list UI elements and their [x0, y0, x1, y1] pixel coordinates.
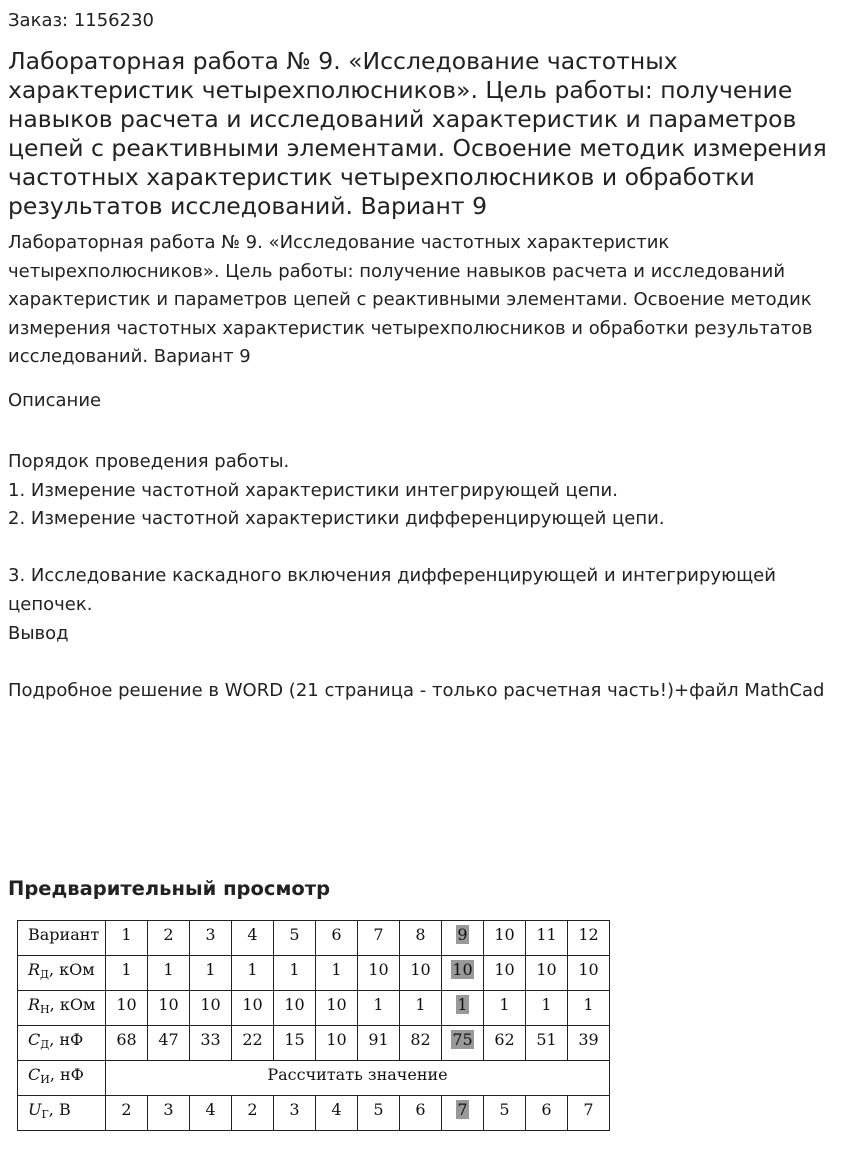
row-header-rd: $R_Д$, кОм [18, 956, 106, 991]
table-cell [484, 991, 526, 1026]
cell-value: 1 [583, 995, 594, 1014]
table-cell [106, 921, 148, 956]
table-cell [358, 1026, 400, 1061]
cell-value: 1 [163, 960, 174, 979]
table-cell [484, 921, 526, 956]
table-cell [232, 956, 274, 991]
table-cell [274, 956, 316, 991]
table-row [18, 956, 610, 991]
table-cell [526, 991, 568, 1026]
cell-value: 5 [373, 1100, 384, 1119]
cell-value: 1 [289, 960, 300, 979]
blank-line [8, 534, 838, 563]
row-header-cd: $C_Д$, нФ [18, 1026, 106, 1061]
cell-value: 1 [541, 995, 552, 1014]
table-cell [148, 921, 190, 956]
cell-value: 4 [247, 925, 258, 944]
cell-value: 10 [536, 960, 557, 979]
table-cell [190, 1026, 232, 1061]
cell-value: 3 [289, 1100, 300, 1119]
cell-value: 10 [452, 960, 473, 979]
table-cell [526, 956, 568, 991]
table-cell [358, 921, 400, 956]
table-cell [526, 1026, 568, 1061]
preview-title: Предварительный просмотр [8, 877, 331, 900]
cell-value: 39 [578, 1030, 599, 1049]
cell-value: 1 [415, 995, 426, 1014]
table-cell [190, 1096, 232, 1131]
cell-value: 1 [121, 960, 132, 979]
table-cell [190, 991, 232, 1026]
procedure-conclusion: Вывод [8, 622, 69, 644]
table-cell [400, 956, 442, 991]
cell-value: 11 [536, 925, 557, 944]
table-row [18, 1026, 610, 1061]
procedure-step-3: 3. Исследование каскадного включения дифференцирующей и интегрирующей цепочек. [8, 565, 776, 615]
procedure-heading: Порядок проведения работы. [8, 451, 290, 472]
table-cell [358, 991, 400, 1026]
cell-value: 5 [499, 1100, 510, 1119]
table-cell [400, 991, 442, 1026]
table-cell [358, 956, 400, 991]
table-cell [358, 1096, 400, 1131]
table-cell [232, 991, 274, 1026]
cell-value: 33 [200, 1030, 221, 1049]
table-row [18, 991, 610, 1026]
cell-value: 82 [410, 1030, 431, 1049]
table-cell [274, 1026, 316, 1061]
table-cell [400, 921, 442, 956]
table-cell [106, 991, 148, 1026]
table-cell [232, 1026, 274, 1061]
cell-value: 6 [541, 1100, 552, 1119]
cell-value: 10 [410, 960, 431, 979]
table-row [18, 1096, 610, 1131]
table-cell [274, 991, 316, 1026]
procedure-step-1: 1. Измерение частотной характеристики интегрирующей цепи. [8, 479, 618, 501]
cell-value: 10 [494, 960, 515, 979]
table-cell [484, 1096, 526, 1131]
table-row [18, 921, 610, 956]
cell-value: 10 [242, 995, 263, 1014]
table-cell [442, 1096, 484, 1131]
table-cell [148, 1026, 190, 1061]
cell-value: 2 [121, 1100, 132, 1119]
table-cell [274, 1096, 316, 1131]
cell-value: 10 [494, 925, 515, 944]
table-cell [316, 1096, 358, 1131]
procedure-block [8, 448, 838, 705]
cell-value: 3 [163, 1100, 174, 1119]
work-summary: Лабораторная работа № 9. «Исследование частотных характеристик четырехполюсников». Цель работы: получение навыков расчета и исследований характеристик и параметров цепей с реактивными элементами. Освоение методик измерения частотных характеристик четырехполюсников и обработки результатов исследований. Вариант 9 [8, 232, 813, 368]
cell-value: 47 [158, 1030, 179, 1049]
cell-value: 1 [121, 925, 132, 944]
cell-value: 15 [284, 1030, 305, 1049]
cell-value: 75 [452, 1030, 473, 1049]
row-header-ug: $U_Г$, В [18, 1096, 106, 1131]
table-cell [484, 956, 526, 991]
table-cell [316, 956, 358, 991]
table-cell [106, 1096, 148, 1131]
cell-value: 10 [326, 1030, 347, 1049]
cell-value: 10 [368, 960, 389, 979]
table-cell [274, 921, 316, 956]
cell-value: 6 [415, 1100, 426, 1119]
page-title: Лабораторная работа № 9. «Исследование частотных характеристик четырехполюсников». Цель работы: получение навыков расчета и исследований характеристик и параметров цепей с реактивными элементами. Освоение методик измерения частотных характеристик четырехполюсников и обработки результатов исследований. Вариант 9 [8, 47, 827, 220]
table-cell [106, 1026, 148, 1061]
solution-note: Подробное решение в WORD (21 страница - только расчетная часть!)+файл MathCad [8, 679, 825, 701]
table-cell [442, 991, 484, 1026]
cell-value: 10 [284, 995, 305, 1014]
cell-value: 7 [373, 925, 384, 944]
cell-value: 1 [205, 960, 216, 979]
description-label: Описание [8, 390, 102, 411]
row-header-ci: $C_И$, нФ [18, 1061, 106, 1096]
table-cell [148, 991, 190, 1026]
table-cell [316, 991, 358, 1026]
cell-value: 10 [200, 995, 221, 1014]
table-cell [190, 921, 232, 956]
cell-value: 1 [499, 995, 510, 1014]
procedure-step-2: 2. Измерение частотной характеристики дифференцирующей цепи. [8, 508, 665, 530]
row-header-variant: Вариант [18, 921, 106, 956]
cell-value: 2 [163, 925, 174, 944]
table-cell [190, 956, 232, 991]
table-cell [568, 991, 610, 1026]
cell-value: 4 [331, 1100, 342, 1119]
parameters-table [17, 920, 610, 1131]
table-cell [442, 921, 484, 956]
cell-value: 1 [247, 960, 258, 979]
cell-value: 8 [415, 925, 426, 944]
calculate-value-cell: Рассчитать значение [106, 1061, 610, 1096]
table-cell [148, 1096, 190, 1131]
cell-value: 6 [331, 925, 342, 944]
table-cell [106, 956, 148, 991]
table-cell [316, 1026, 358, 1061]
row-header-rn: $R_Н$, кОм [18, 991, 106, 1026]
cell-value: 68 [116, 1030, 137, 1049]
cell-value: 5 [289, 925, 300, 944]
cell-value: 62 [494, 1030, 515, 1049]
cell-value: 51 [536, 1030, 557, 1049]
cell-value: 3 [205, 925, 216, 944]
cell-value: 10 [326, 995, 347, 1014]
table-cell [232, 921, 274, 956]
cell-value: 7 [583, 1100, 594, 1119]
table-cell [400, 1096, 442, 1131]
cell-value: 9 [457, 925, 468, 944]
blank-line [8, 648, 838, 677]
table-cell [232, 1096, 274, 1131]
table-cell [442, 1026, 484, 1061]
cell-value: 1 [331, 960, 342, 979]
table-cell [148, 956, 190, 991]
order-number: Заказ: 1156230 [8, 10, 154, 31]
cell-value: 1 [373, 995, 384, 1014]
cell-value: 10 [578, 960, 599, 979]
cell-value: 10 [158, 995, 179, 1014]
cell-value: 2 [247, 1100, 258, 1119]
cell-value: 1 [457, 995, 468, 1014]
cell-value: 7 [457, 1100, 468, 1119]
table-cell [400, 1026, 442, 1061]
table-row [18, 1061, 610, 1096]
cell-value: 4 [205, 1100, 216, 1119]
cell-value: 12 [578, 925, 599, 944]
cell-value: 91 [368, 1030, 389, 1049]
table-cell [568, 1096, 610, 1131]
table-cell [484, 1026, 526, 1061]
table-cell [526, 921, 568, 956]
table-cell [316, 921, 358, 956]
table-cell [568, 956, 610, 991]
cell-value: 10 [116, 995, 137, 1014]
cell-value: 22 [242, 1030, 263, 1049]
table-cell [568, 1026, 610, 1061]
table-cell [526, 1096, 568, 1131]
table-cell [568, 921, 610, 956]
table-cell [442, 956, 484, 991]
